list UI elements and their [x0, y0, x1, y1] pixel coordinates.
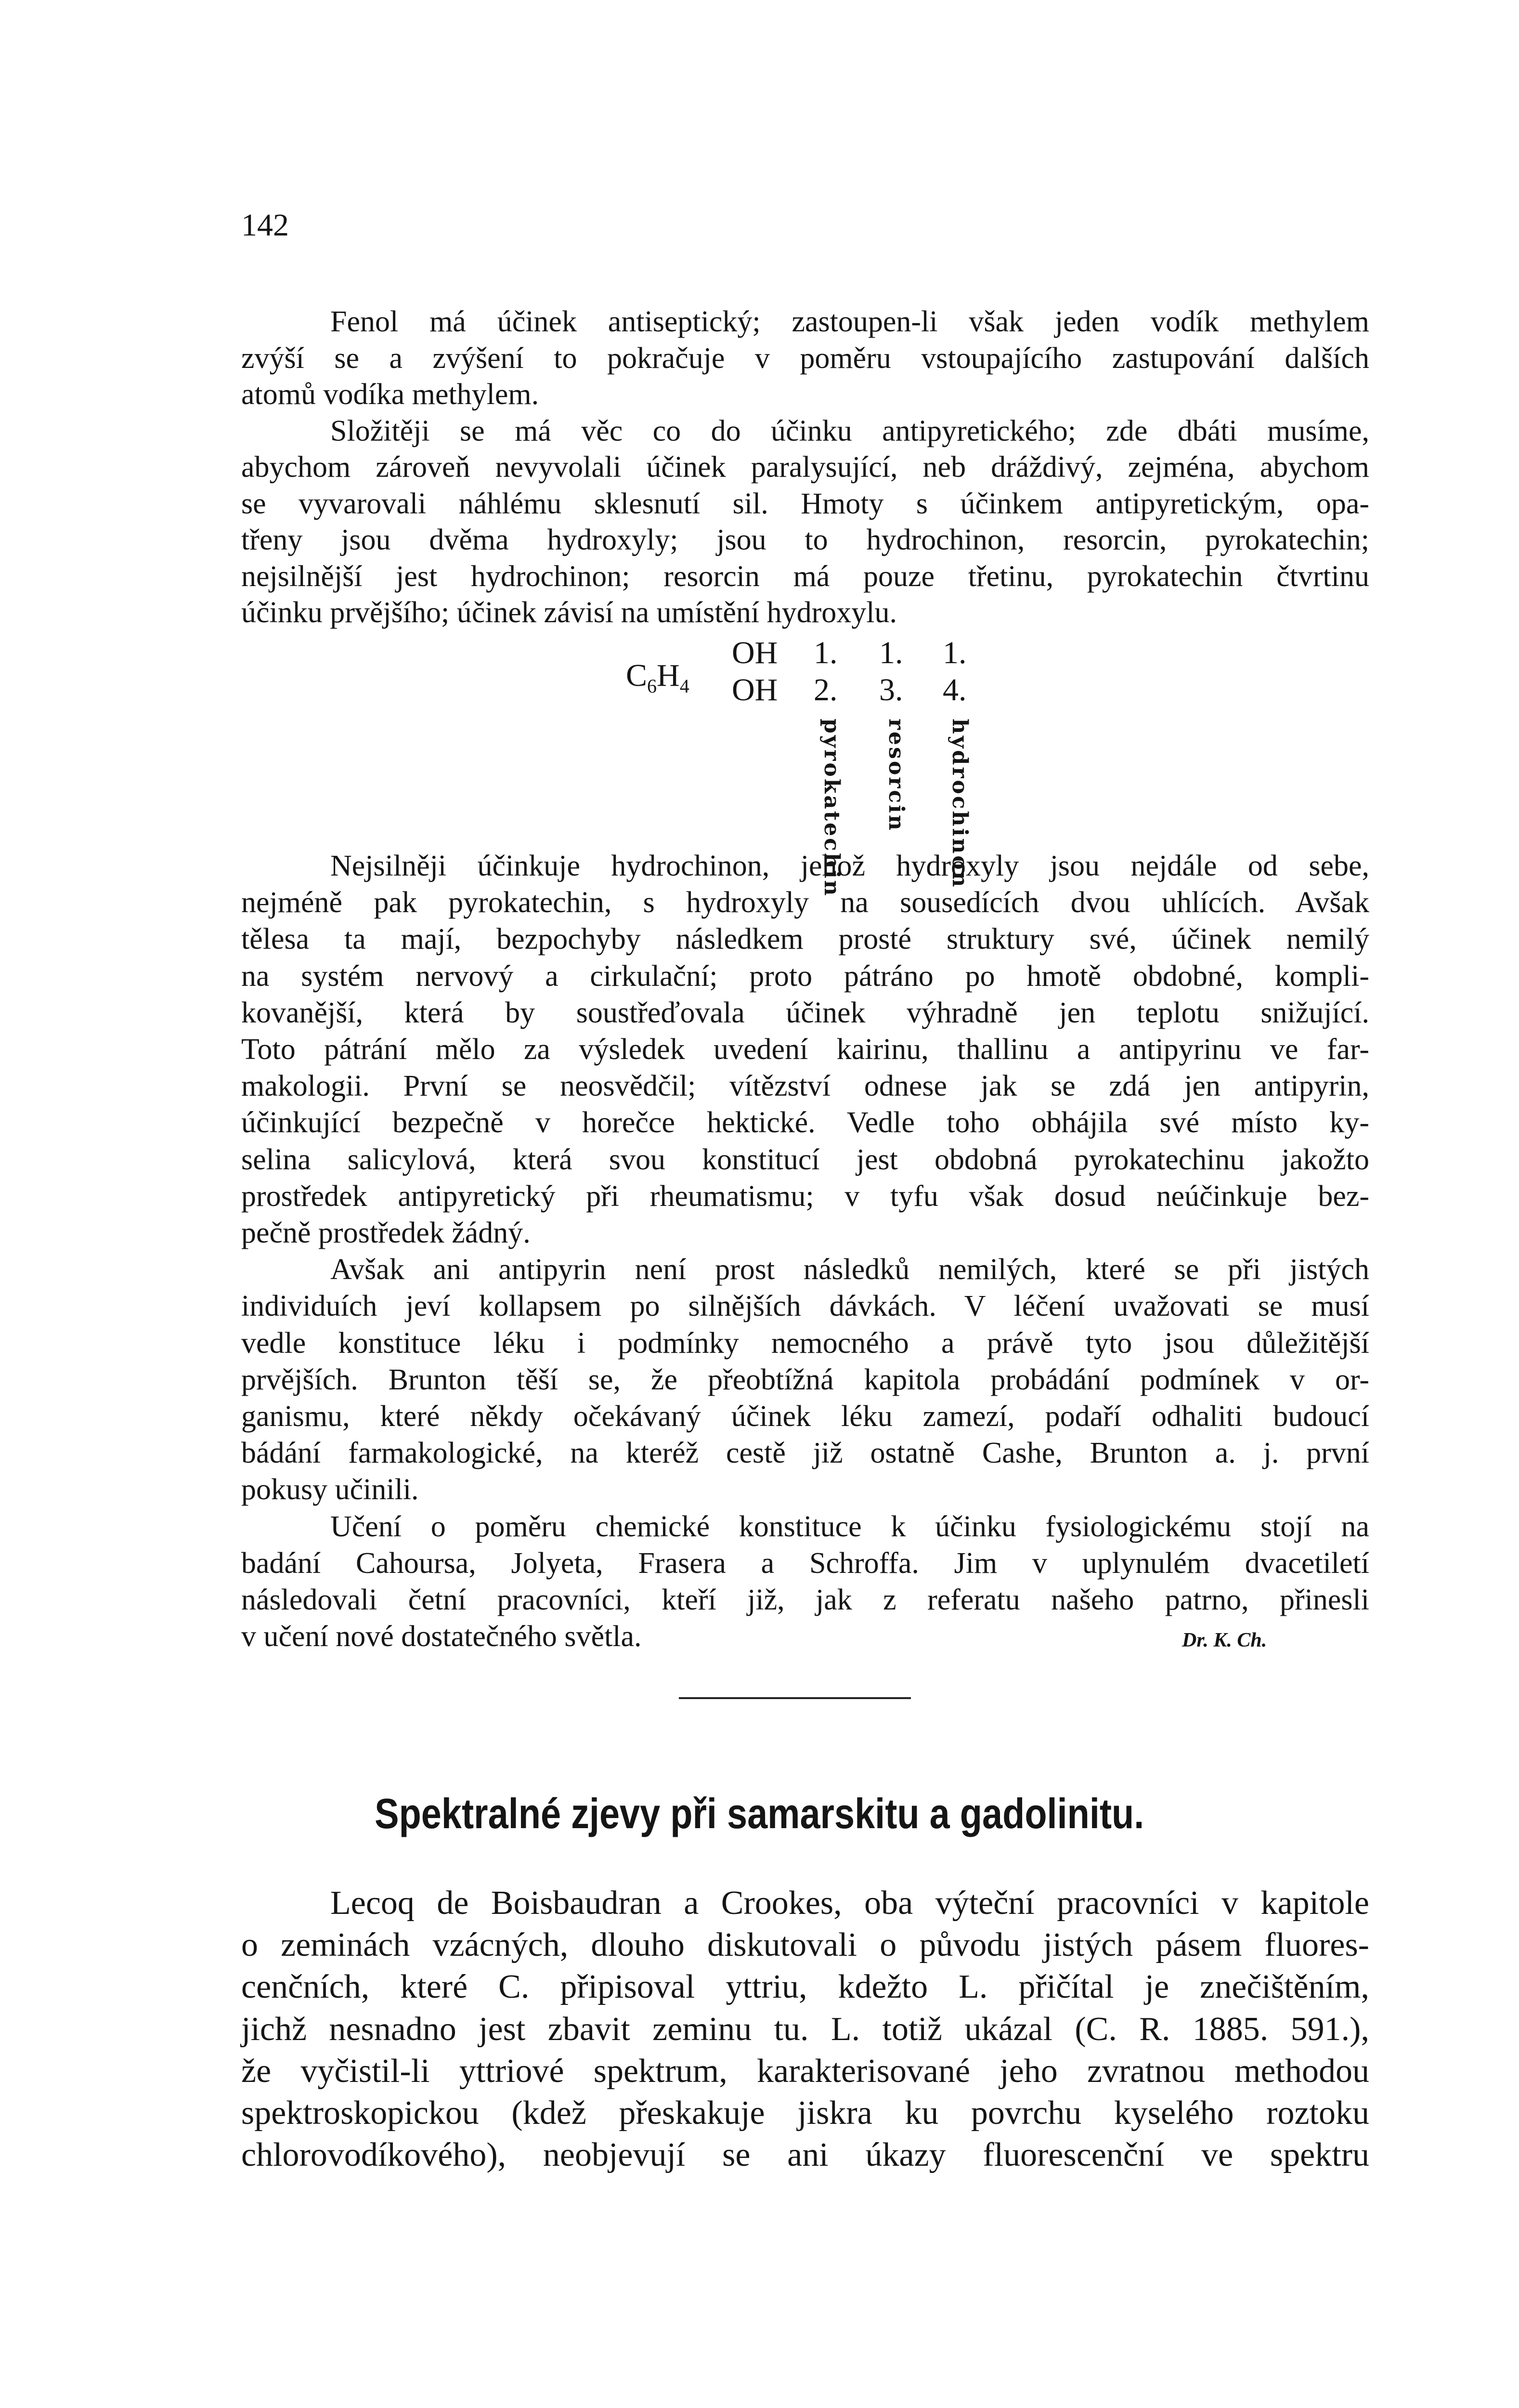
author-signature: Dr. K. Ch. — [1182, 1629, 1267, 1651]
col-3-bottom: 4. — [943, 672, 967, 707]
col-2-bottom: 3. — [879, 672, 903, 707]
text-line: o zeminách vzácných, dlouho diskutovali o původu jistých pásem fluores- — [241, 1926, 1369, 1964]
formula-c: C — [626, 658, 648, 693]
text-line: zvýší se a zvýšení to pokračuje v poměru vstoupajícího zastupování dalších — [241, 341, 1369, 375]
text-line: tělesa ta mají, bezpochyby následkem prosté struktury své, účinek nemilý — [241, 923, 1369, 956]
text-line: spektroskopickou (kdež přeskakuje jiskra ku povrchu kyselého roztoku — [241, 2094, 1369, 2132]
text-line: účinkující bezpečně v horečce hektické. Vedle toho obhájila své místo ky- — [241, 1106, 1369, 1139]
article-heading — [0, 1789, 1519, 1838]
page-number: 142 — [241, 208, 289, 243]
text-line: Složitěji se má věc co do účinku antipyretického; zde dbáti musíme, — [330, 414, 1369, 447]
text-line: badání Cahoursa, Jolyeta, Frasera a Schroffa. Jim v uplynulém dvacetiletí — [241, 1546, 1369, 1580]
section-divider — [679, 1697, 911, 1699]
text-line: bádání farmakologické, na kteréž cestě již ostatně Cashe, Brunton a. j. první — [241, 1437, 1369, 1470]
text-line: Toto pátrání mělo za výsledek uvedení kairinu, thallinu a antipyrinu ve far- — [241, 1033, 1369, 1066]
col-2-name: resorcin — [884, 719, 909, 832]
text-line: že vyčistil-li yttriové spektrum, karakterisované jeho zvratnou methodou — [241, 2052, 1369, 2090]
text-line: atomů vodíka methylem. — [241, 378, 539, 411]
text-line: selina salicylová, která svou konstitucí jest obdobná pyrokatechinu jakožto — [241, 1143, 1369, 1176]
text-line: účinku prvějšího; účinek závisí na umístění hydroxylu. — [241, 596, 897, 629]
text-line: cenčních, které C. připisoval yttriu, kdežto L. přičítal je znečištěním, — [241, 1968, 1369, 2006]
text-line: se vyvarovali náhlému sklesnutí sil. Hmoty s účinkem antipyretickým, opa- — [241, 487, 1369, 520]
text-line: prvějších. Brunton těší se, že přeobtížná kapitola probádání podmínek v or- — [241, 1363, 1369, 1396]
text-line: v učení nové dostatečného světla. — [241, 1620, 642, 1653]
text-line: Nejsilněji účinkuje hydrochinon, jehož hydroxyly jsou nejdále od sebe, — [330, 850, 1369, 882]
text-line: Učení o poměru chemické konstituce k účinku fysiologickému stojí na — [330, 1510, 1369, 1543]
formula-sub-6: 6 — [647, 675, 657, 697]
formula-sub-4: 4 — [679, 675, 689, 697]
text-line: makologii. První se neosvědčil; vítězství odnese jak se zdá jen antipyrin, — [241, 1070, 1369, 1103]
text-line: třeny jsou dvěma hydroxyly; jsou to hydrochinon, resorcin, pyrokatechin; — [241, 523, 1369, 556]
col-1-name: pyrokatechin — [819, 719, 844, 898]
formula-group-1: OH — [732, 635, 778, 670]
text-line: individuích jeví kollapsem po silnějších dávkách. V léčení uvažovati se musí — [241, 1290, 1369, 1323]
text-line: jichž nesnadno jest zbavit zeminu tu. L. totiž ukázal (C. R. 1885. 591.), — [241, 2010, 1369, 2048]
text-line: na systém nervový a cirkulační; proto pátráno po hmotě obdobné, kompli- — [241, 959, 1369, 993]
article-heading-text: Spektralné zjevy při samarskitu a gadolinitu. — [375, 1790, 1144, 1837]
text-line: abychom zároveň nevyvolali účinek paralysující, neb dráždivý, zejména, abychom — [241, 451, 1369, 484]
col-2-top: 1. — [879, 635, 903, 670]
text-line: Avšak ani antipyrin není prost následků nemilých, které se při jistých — [330, 1253, 1369, 1286]
text-line: ganismu, které někdy očekávaný účinek léku zamezí, podaří odhaliti budoucí — [241, 1400, 1369, 1433]
formula-base — [626, 657, 689, 697]
text-line: kovanější, která by soustřeďovala účinek výhradně jen teplotu snižující. — [241, 996, 1369, 1029]
col-3-top: 1. — [943, 635, 967, 670]
text-line: chlorovodíkového), neobjevují se ani úkazy fluorescenční ve spektru — [241, 2136, 1369, 2174]
col-3-name: hydrochinon — [948, 719, 972, 889]
formula-h: H — [657, 658, 680, 693]
text-line: pokusy učinili. — [241, 1473, 419, 1506]
text-line: nejméně pak pyrokatechin, s hydroxyly na sousedících dvou uhlících. Avšak — [241, 886, 1369, 919]
formula-group-2: OH — [732, 672, 778, 707]
text-line: nejsilnější jest hydrochinon; resorcin má pouze třetinu, pyrokatechin čtvrtinu — [241, 560, 1369, 593]
text-line: následovali četní pracovníci, kteří již, jak z referatu našeho patrno, přinesli — [241, 1584, 1369, 1616]
text-line: prostředek antipyretický při rheumatismu; v tyfu však dosud neúčinkuje bez- — [241, 1179, 1369, 1213]
text-line: Lecoq de Boisbaudran a Crookes, oba výteční pracovníci v kapitole — [330, 1885, 1369, 1922]
col-1-bottom: 2. — [814, 672, 838, 707]
text-line: vedle konstituce léku i podmínky nemocného a právě tyto jsou důležitější — [241, 1326, 1369, 1360]
text-line: pečně prostředek žádný. — [241, 1217, 531, 1249]
text-line: Fenol má účinek antiseptický; zastoupen-li však jeden vodík methylem — [330, 305, 1369, 338]
col-1-top: 1. — [814, 635, 838, 670]
